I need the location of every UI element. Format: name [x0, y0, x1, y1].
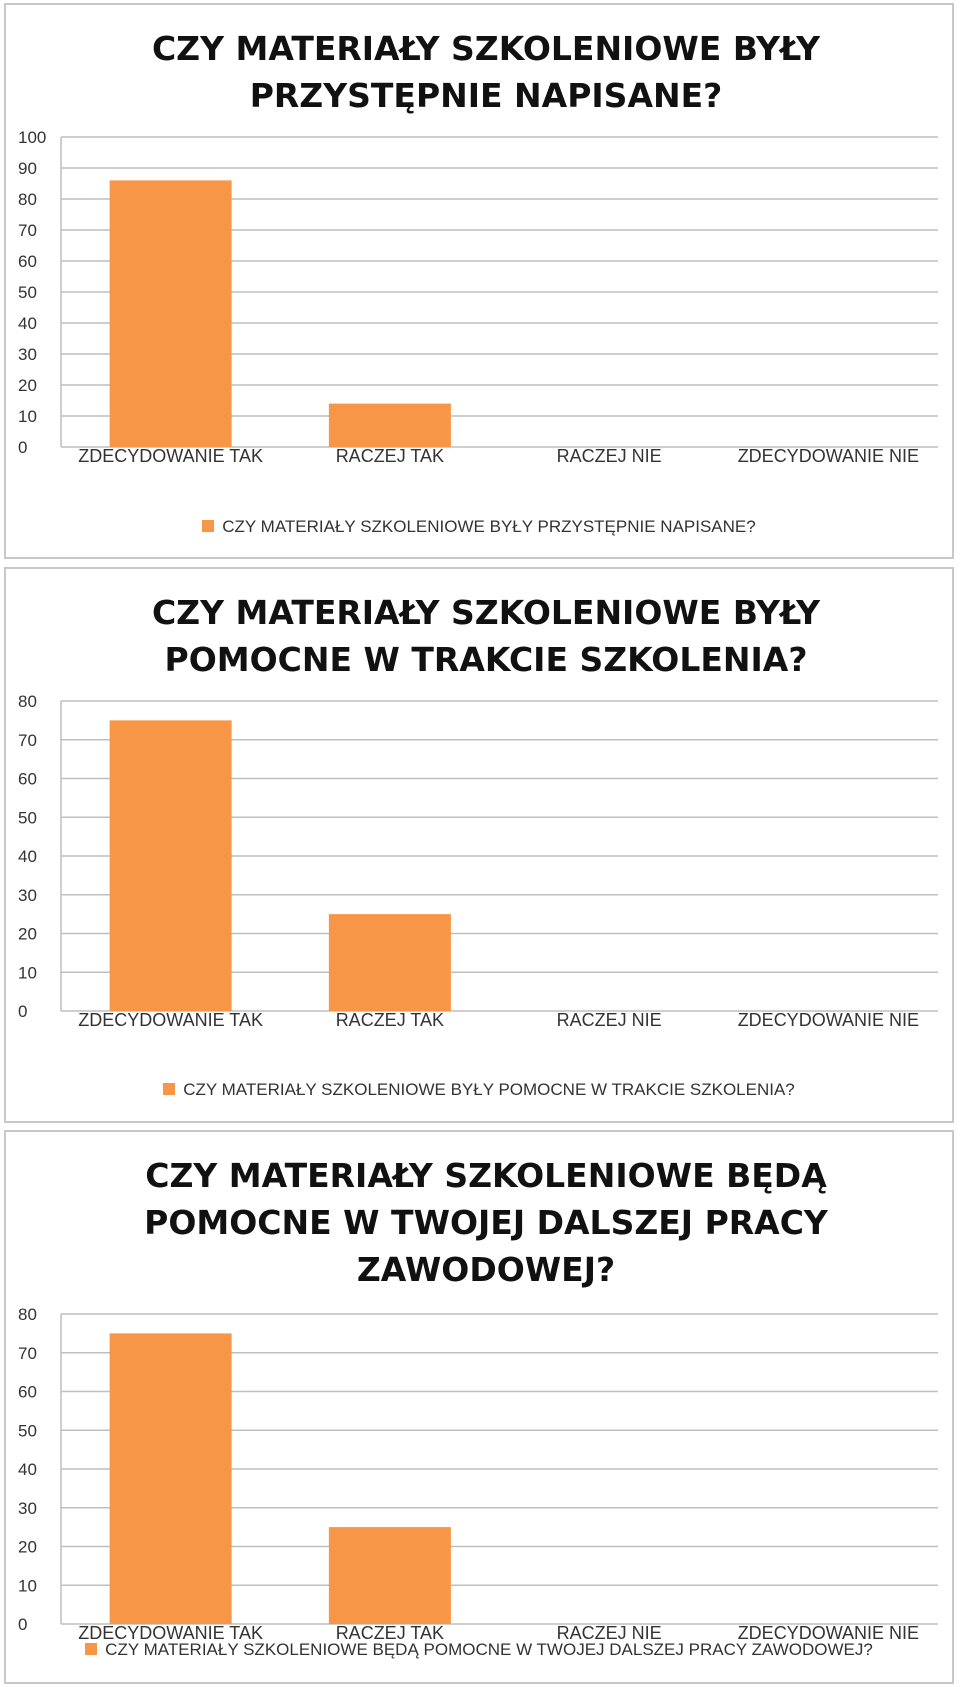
legend-swatch — [85, 1643, 97, 1655]
y-tick-label: 20 — [18, 924, 37, 944]
chart-panel-1 — [4, 3, 954, 559]
y-tick-label: 100 — [18, 128, 47, 147]
bar-chart — [6, 689, 952, 1034]
y-tick-label: 80 — [18, 190, 37, 209]
x-tick-label: ZDECYDOWANIE NIE — [737, 446, 920, 466]
x-tick-label: ZDECYDOWANIE NIE — [737, 1623, 920, 1643]
y-tick-label: 80 — [18, 1305, 37, 1324]
x-tick-label: ZDECYDOWANIE TAK — [78, 446, 263, 466]
chart-panel-2 — [4, 567, 954, 1123]
y-tick-label: 90 — [18, 159, 37, 178]
bar — [329, 914, 451, 1011]
bar — [329, 1527, 451, 1624]
chart-title: CZY MATERIAŁY SZKOLENIOWE BĘDĄ POMOCNE W TWOJEJ DALSZEJ PRACY ZAWODOWEJ? — [144, 1156, 828, 1289]
legend-label: CZY MATERIAŁY SZKOLENIOWE BYŁY POMOCNE W TRAKCIE SZKOLENIA? — [183, 1080, 795, 1099]
y-tick-label: 40 — [18, 1460, 37, 1479]
chart-panel-3 — [4, 1130, 954, 1684]
bar-chart — [6, 1302, 952, 1647]
x-tick-label: RACZEJ NIE — [556, 1623, 662, 1643]
chart-legend — [6, 517, 952, 537]
y-tick-label: 60 — [18, 769, 37, 789]
y-tick-label: 70 — [18, 730, 37, 750]
chart-title: CZY MATERIAŁY SZKOLENIOWE BYŁY POMOCNE W TRAKCIE SZKOLENIA? — [151, 593, 821, 679]
x-tick-label: RACZEJ NIE — [556, 446, 662, 466]
legend-swatch — [202, 520, 214, 532]
y-tick-label: 50 — [18, 808, 37, 828]
y-tick-label: 60 — [18, 252, 37, 271]
chart-legend — [6, 1640, 952, 1660]
y-tick-label: 50 — [18, 283, 37, 302]
y-tick-label: 40 — [18, 847, 37, 866]
y-tick-label: 20 — [18, 1537, 37, 1557]
y-tick-label: 70 — [18, 221, 37, 240]
y-tick-label: 40 — [18, 314, 37, 333]
y-tick-label: 70 — [18, 1343, 37, 1363]
bar-chart — [6, 125, 952, 470]
y-tick-label: 80 — [18, 692, 37, 711]
y-tick-label: 0 — [18, 1615, 28, 1634]
y-tick-label: 10 — [18, 963, 37, 983]
y-tick-label: 30 — [18, 345, 37, 364]
y-tick-label: 20 — [18, 376, 37, 395]
y-tick-label: 50 — [18, 1421, 37, 1441]
bar — [110, 180, 232, 447]
x-tick-label: ZDECYDOWANIE TAK — [78, 1623, 263, 1643]
chart-legend — [6, 1080, 952, 1100]
chart-title: CZY MATERIAŁY SZKOLENIOWE BYŁY PRZYSTĘPNIE NAPISANE? — [151, 29, 821, 115]
x-tick-label: RACZEJ TAK — [335, 1010, 445, 1030]
y-tick-label: 30 — [18, 1498, 37, 1518]
y-tick-label: 0 — [18, 438, 28, 457]
legend-label: CZY MATERIAŁY SZKOLENIOWE BĘDĄ POMOCNE W TWOJEJ DALSZEJ PRACY ZAWODOWEJ? — [105, 1640, 873, 1659]
x-tick-label: ZDECYDOWANIE NIE — [737, 1010, 920, 1030]
y-tick-label: 10 — [18, 407, 37, 426]
bar — [110, 720, 232, 1011]
legend-swatch — [163, 1083, 175, 1095]
legend-label: CZY MATERIAŁY SZKOLENIOWE BYŁY PRZYSTĘPNIE NAPISANE? — [222, 517, 756, 536]
x-tick-label: RACZEJ NIE — [556, 1010, 662, 1030]
y-tick-label: 0 — [18, 1002, 28, 1021]
x-tick-label: ZDECYDOWANIE TAK — [78, 1010, 263, 1030]
x-tick-label: RACZEJ TAK — [335, 446, 445, 466]
y-tick-label: 30 — [18, 885, 37, 905]
bar — [110, 1333, 232, 1624]
bar — [329, 404, 451, 447]
x-tick-label: RACZEJ TAK — [335, 1623, 445, 1643]
y-tick-label: 60 — [18, 1382, 37, 1402]
y-tick-label: 10 — [18, 1576, 37, 1596]
